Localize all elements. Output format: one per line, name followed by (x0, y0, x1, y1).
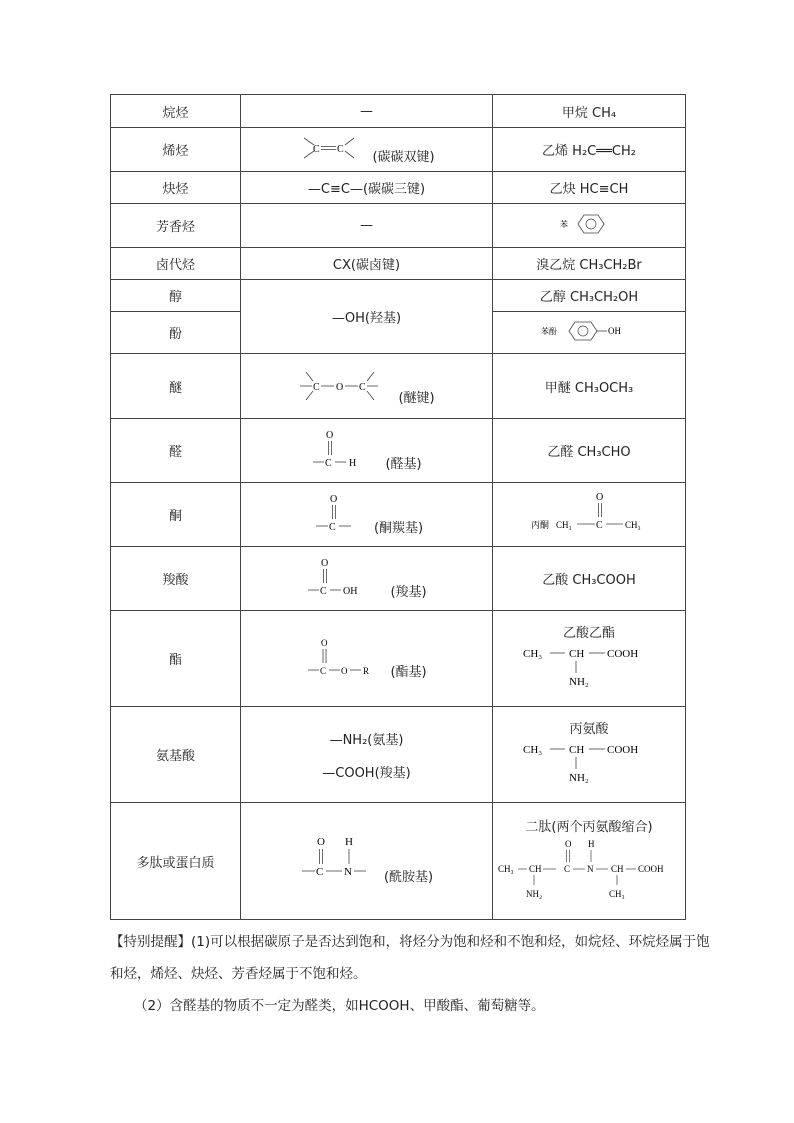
functional-group-table (110, 94, 686, 920)
svg-text:COOH: COOH (607, 744, 639, 756)
svg-text:CH: CH (569, 744, 585, 756)
svg-text:NH₂: NH₂ (569, 772, 589, 784)
svg-text:O: O (341, 665, 348, 676)
svg-text:O: O (321, 637, 328, 648)
table-row (111, 95, 686, 128)
group-note: (酯基) (390, 665, 427, 680)
svg-text:C: C (596, 519, 603, 531)
group-note: (酰胺基) (383, 869, 434, 885)
example-title: 丙氨酸 (569, 722, 609, 737)
svg-text:O: O (321, 557, 329, 569)
svg-text:O: O (329, 493, 338, 505)
example-cell: 乙醛 CH₃CHO (493, 419, 686, 483)
svg-text:C: C (337, 143, 345, 155)
svg-text:N: N (343, 866, 352, 878)
table-row (111, 611, 686, 707)
example-cell: 乙醇 CH₃CH₂OH (493, 280, 686, 312)
class-cell: 烯烃 (111, 128, 241, 172)
ether-structure (298, 364, 394, 408)
class-cell: 醚 (111, 354, 241, 419)
svg-text:CH₃: CH₃ (523, 648, 543, 660)
group-cell (241, 803, 493, 920)
table-row (111, 128, 686, 172)
note-paragraph-1: 【特别提醒】(1)可以根据碳原子是否达到饱和，将烃分为饱和烃和不饱和烃，如烷烃、环烷烃属于饱和烃，烯烃、炔烃、芳香烃属于不饱和烃。 (110, 934, 710, 982)
svg-text:R: R (363, 665, 370, 676)
svg-text:苯酚: 苯酚 (541, 326, 557, 336)
svg-text:C: C (359, 382, 367, 393)
svg-text:NH₂: NH₂ (526, 888, 543, 899)
group-cell (241, 419, 493, 483)
class-cell: 卤代烃 (111, 248, 241, 280)
class-cell: 酚 (111, 312, 241, 354)
ester-structure (306, 634, 386, 684)
svg-text:O: O (565, 838, 572, 849)
svg-text:O: O (316, 836, 325, 848)
group-cell (241, 128, 493, 172)
svg-text:丙酮: 丙酮 (531, 519, 550, 530)
table-row (111, 354, 686, 419)
svg-text:O: O (596, 491, 604, 503)
class-cell: 醇 (111, 280, 241, 312)
svg-text:H: H (344, 836, 353, 848)
note-paragraph-2: （2）含醛基的物质不一定为醛类，如HCOOH、甲酸酯、葡萄糖等。 (134, 998, 545, 1014)
dipeptide-structure (496, 837, 682, 903)
svg-text:H: H (588, 838, 595, 849)
svg-text:CH: CH (529, 863, 542, 874)
notes-section (110, 926, 720, 1022)
group-cell: — (241, 204, 493, 248)
group-cell: —OH(羟基) (241, 280, 493, 354)
alanine-structure (519, 739, 659, 787)
table-row (111, 204, 686, 248)
svg-text:C: C (313, 143, 321, 155)
example-cell (493, 483, 686, 547)
svg-text:N: N (587, 863, 594, 874)
example-cell: 乙烯 H₂C══CH₂ (493, 128, 686, 172)
svg-text:CH₃: CH₃ (625, 519, 641, 530)
alkene-structure (298, 132, 368, 168)
group-cell (241, 611, 493, 707)
svg-text:C: C (315, 866, 324, 878)
svg-text:O: O (336, 382, 344, 393)
example-cell: 溴乙烷 CH₃CH₂Br (493, 248, 686, 280)
svg-text:CH₃: CH₃ (523, 744, 543, 756)
ketone-structure (310, 490, 370, 540)
class-cell: 酮 (111, 483, 241, 547)
svg-text:CH₃: CH₃ (609, 888, 625, 899)
table-row (111, 803, 686, 920)
carboxyl-structure (306, 554, 386, 604)
group-note: (酮羰基) (373, 521, 424, 536)
svg-text:CH₃: CH₃ (498, 863, 514, 874)
acetone-structure (529, 488, 649, 538)
table-row (111, 248, 686, 280)
aldehyde-structure (311, 426, 381, 476)
svg-text:C: C (325, 457, 333, 469)
group-cell: — (241, 95, 493, 128)
class-cell: 醛 (111, 419, 241, 483)
svg-text:OH: OH (608, 325, 621, 336)
amide-structure (300, 833, 380, 889)
class-cell: 烷烃 (111, 95, 241, 128)
class-cell: 羧酸 (111, 547, 241, 611)
svg-text:苯: 苯 (560, 219, 568, 229)
example-cell (493, 611, 686, 707)
table-row (111, 547, 686, 611)
table-row (111, 707, 686, 803)
benzene-structure (554, 211, 624, 237)
table-row (111, 419, 686, 483)
example-cell (493, 312, 686, 354)
svg-text:C: C (564, 863, 571, 874)
ester-example-structure (519, 643, 659, 691)
example-cell (493, 803, 686, 920)
svg-text:C: C (320, 665, 327, 676)
group-cell (241, 483, 493, 547)
group-line: —COOH(羧基) (322, 765, 411, 781)
svg-text:CH₃: CH₃ (556, 519, 572, 530)
class-cell: 炔烃 (111, 172, 241, 204)
example-cell: 甲烷 CH₄ (493, 95, 686, 128)
example-cell: 乙炔 HC≡CH (493, 172, 686, 204)
class-cell: 多肽或蛋白质 (111, 803, 241, 920)
svg-text:NH₂: NH₂ (569, 676, 589, 688)
group-cell (241, 354, 493, 419)
svg-text:COOH: COOH (607, 648, 639, 660)
group-note: (羧基) (390, 585, 427, 600)
group-cell (241, 707, 493, 803)
group-note: (醚键) (398, 390, 435, 406)
class-cell: 氨基酸 (111, 707, 241, 803)
svg-text:CH: CH (569, 648, 585, 660)
phenol-structure (539, 318, 639, 344)
example-title: 乙酸乙酯 (562, 626, 615, 641)
group-note: (醛基) (385, 457, 422, 472)
svg-text:C: C (313, 382, 321, 393)
table-row (111, 280, 686, 312)
group-cell: —C≡C—(碳碳三键) (241, 172, 493, 204)
example-cell (493, 707, 686, 803)
group-line: —NH₂(氨基) (329, 732, 404, 748)
table-row (111, 172, 686, 204)
group-note: (碳碳双键) (372, 150, 435, 165)
svg-text:COOH: COOH (638, 863, 664, 874)
class-cell: 酯 (111, 611, 241, 707)
example-cell: 乙酸 CH₃COOH (493, 547, 686, 611)
example-title: 二肽(两个丙氨酸缩合) (525, 819, 653, 835)
svg-text:OH: OH (343, 585, 358, 597)
group-cell: CX(碳卤键) (241, 248, 493, 280)
svg-text:H: H (349, 457, 357, 469)
svg-text:C: C (328, 521, 336, 533)
class-cell: 芳香烃 (111, 204, 241, 248)
svg-text:CH: CH (611, 863, 624, 874)
table-row (111, 483, 686, 547)
group-cell (241, 547, 493, 611)
example-cell (493, 204, 686, 248)
svg-text:C: C (320, 585, 328, 597)
example-cell: 甲醚 CH₃OCH₃ (493, 354, 686, 419)
svg-text:O: O (326, 429, 334, 441)
